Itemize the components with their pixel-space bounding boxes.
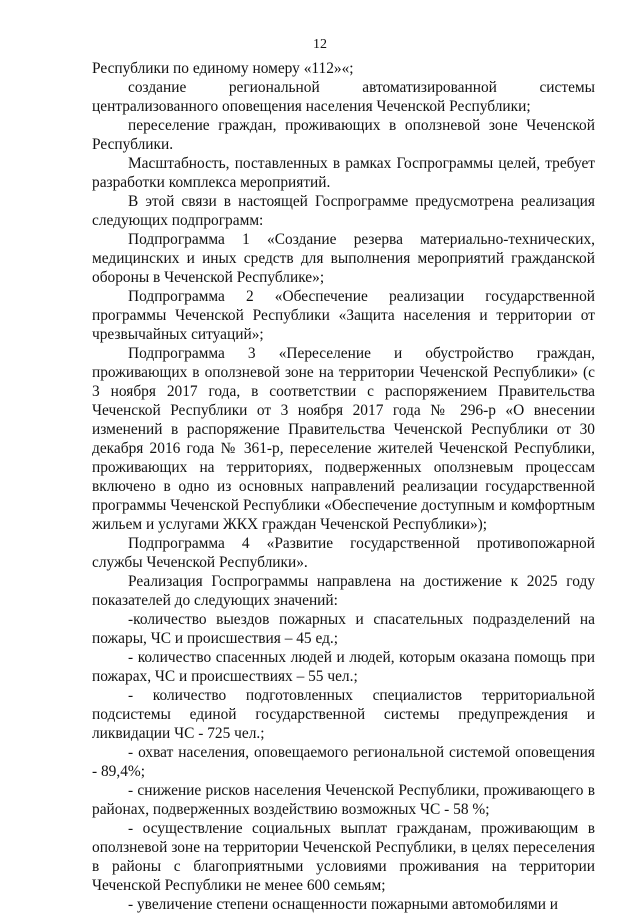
list-item: - количество подготовленных специалистов территориальной подсистемы единой государственной системы предупреждения и ликвидации ЧС - 725 чел.; [92, 687, 595, 742]
paragraph: Подпрограмма 1 «Создание резерва материально-технических, медицинских и иных средств для выполнения мероприятий гражданской обороны в Чеченской Республике»; [92, 231, 595, 286]
paragraph: переселение граждан, проживающих в оползневой зоне Чеченской Республики. [92, 117, 595, 153]
paragraph: Подпрограмма 3 «Переселение и обустройство граждан, проживающих в оползневой зоне на территории Чеченской Республики» (с 3 ноября 2017 года, в соответствии с распоряжением Правительства Чеченской Республики от 3 ноября 2017 года № 296-р «О внесении изменений в распоряжение Правительства Чеченской Республики от 30 декабря 2016 года № 361-р, переселение жителей Чеченской Республики, проживающих на территориях, подверженных оползневым процессам включено в одно из основных направлений реализации государственной программы Чеченской Республики «Обеспечение доступным и комфортным жильем и услугами ЖКХ граждан Чеченской Республики»); [92, 345, 595, 533]
list-item: - охват населения, оповещаемого региональной системой оповещения - 89,4%; [92, 744, 595, 780]
paragraph: Подпрограмма 2 «Обеспечение реализации государственной программы Чеченской Республики «Защита населения и территории от чрезвычайных ситуаций»; [92, 288, 595, 343]
list-item: - увеличение степени оснащенности пожарными автомобилями и [128, 896, 559, 913]
paragraph: Масштабность, поставленных в рамках Госпрограммы целей, требует разработки комплекса мероприятий. [92, 155, 595, 191]
list-item: - количество спасенных людей и людей, которым оказана помощь при пожарах, ЧС и происшествиях – 55 чел.; [92, 649, 595, 685]
paragraph: создание региональной автоматизированной системы централизованного оповещения населения Чеченской Республики; [92, 79, 595, 115]
paragraph: Подпрограмма 4 «Развитие государственной противопожарной службы Чеченской Республики». [92, 535, 595, 571]
paragraph: Реализация Госпрограммы направлена на достижение к 2025 году показателей до следующих значений: [92, 573, 595, 609]
paragraph: Республики по единому номеру «112»«; [92, 60, 354, 77]
list-item: - снижение рисков населения Чеченской Республики, проживающего в районах, подверженных воздействию возможных ЧС - 58 %; [92, 782, 595, 818]
list-item: - осуществление социальных выплат гражданам, проживающим в оползневой зоне на территории Чеченской Республики, в целях переселения в районы с благоприятными условиями проживания на территории Чеченской Республики не менее 600 семьям; [92, 820, 595, 894]
page-number: 12 [313, 37, 327, 52]
body-text [92, 59, 595, 914]
paragraph: В этой связи в настоящей Госпрограмме предусмотрена реализация следующих подпрограмм: [92, 193, 595, 229]
list-item: -количество выездов пожарных и спасательных подразделений на пожары, ЧС и происшествия – 45 ед.; [92, 611, 595, 647]
